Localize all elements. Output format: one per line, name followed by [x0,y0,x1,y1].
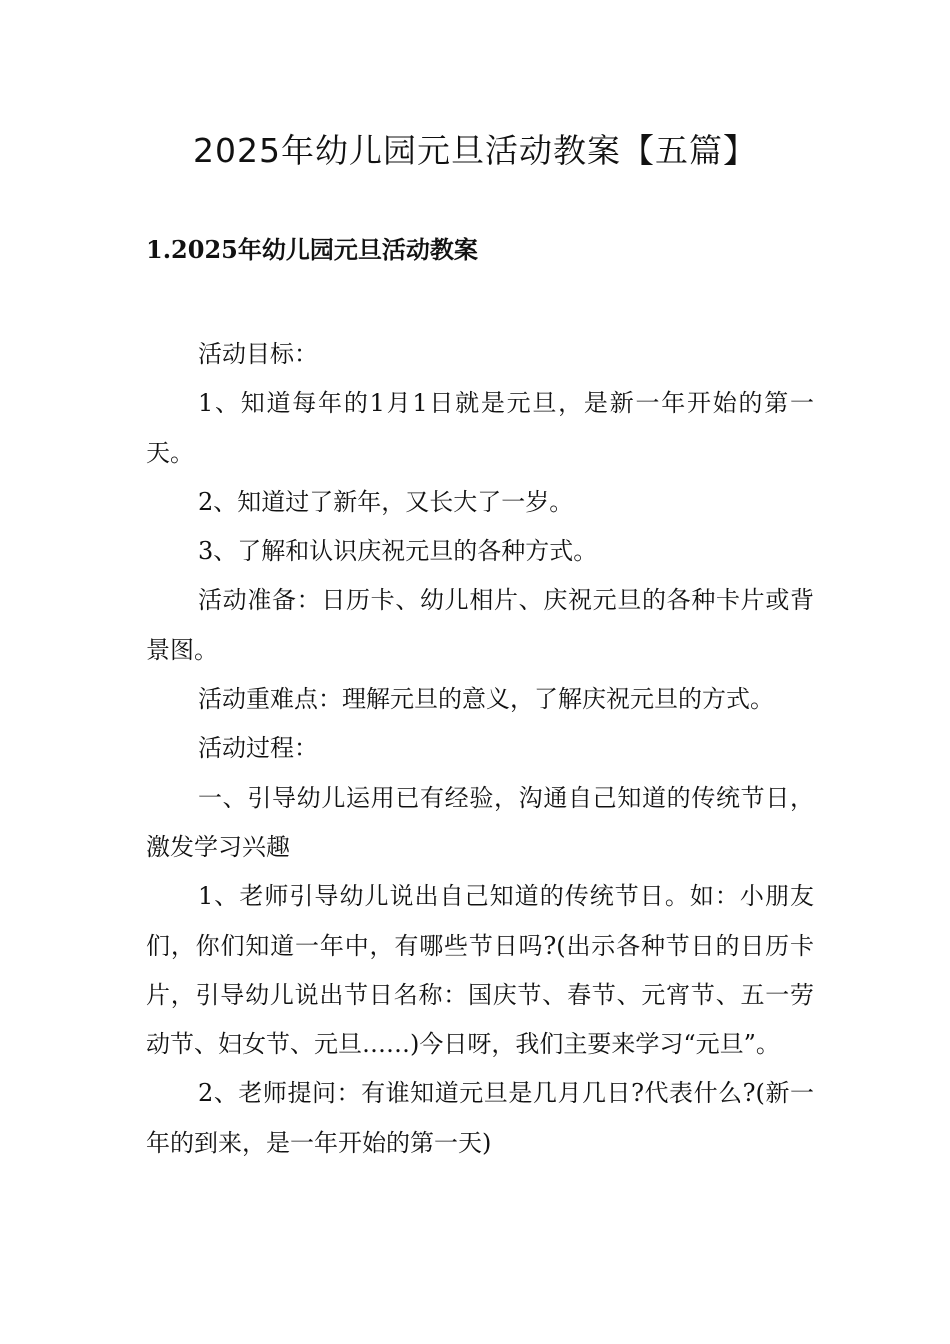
paragraph-step-1: 一、引导幼儿运用已有经验，沟通自己知道的传统节日，激发学习兴趣 [146,783,814,861]
document-title: 2025年幼儿园元旦活动教案【五篇】 [193,131,757,170]
paragraph-process-heading: 活动过程： [198,734,318,763]
paragraph-goal-2: 2、知道过了新年，又长大了一岁。 [198,487,574,516]
paragraph-goal-1: 1、知道每年的1月1日就是元旦，是新一年开始的第一天。 [146,389,814,467]
paragraph-preparation: 活动准备：日历卡、幼儿相片、庆祝元旦的各种卡片或背景图。 [146,586,814,664]
paragraph-key-points: 活动重难点：理解元旦的意义，了解庆祝元旦的方式。 [198,685,774,714]
section-heading: 1.2025年幼儿园元旦活动教案 [146,235,478,264]
paragraph-goals-heading: 活动目标： [198,340,318,368]
paragraph-step-2-detail: 2、老师提问：有谁知道元旦是几月几日?代表什么?(新一年的到来，是一年开始的第一天) [146,1079,814,1157]
document-body [146,330,814,1168]
paragraph-goal-3: 3、了解和认识庆祝元旦的各种方式。 [198,537,598,566]
paragraph-step-1-detail: 1、老师引导幼儿说出自己知道的传统节日。如：小朋友们，你们知道一年中，有哪些节日吗?(出示各种节日的日历卡片，引导幼儿说出节日名称：国庆节、春节、元宵节、五一劳动节、妇女节、元旦……)今日呀，我们主要来学习“元旦”。 [146,882,814,1059]
